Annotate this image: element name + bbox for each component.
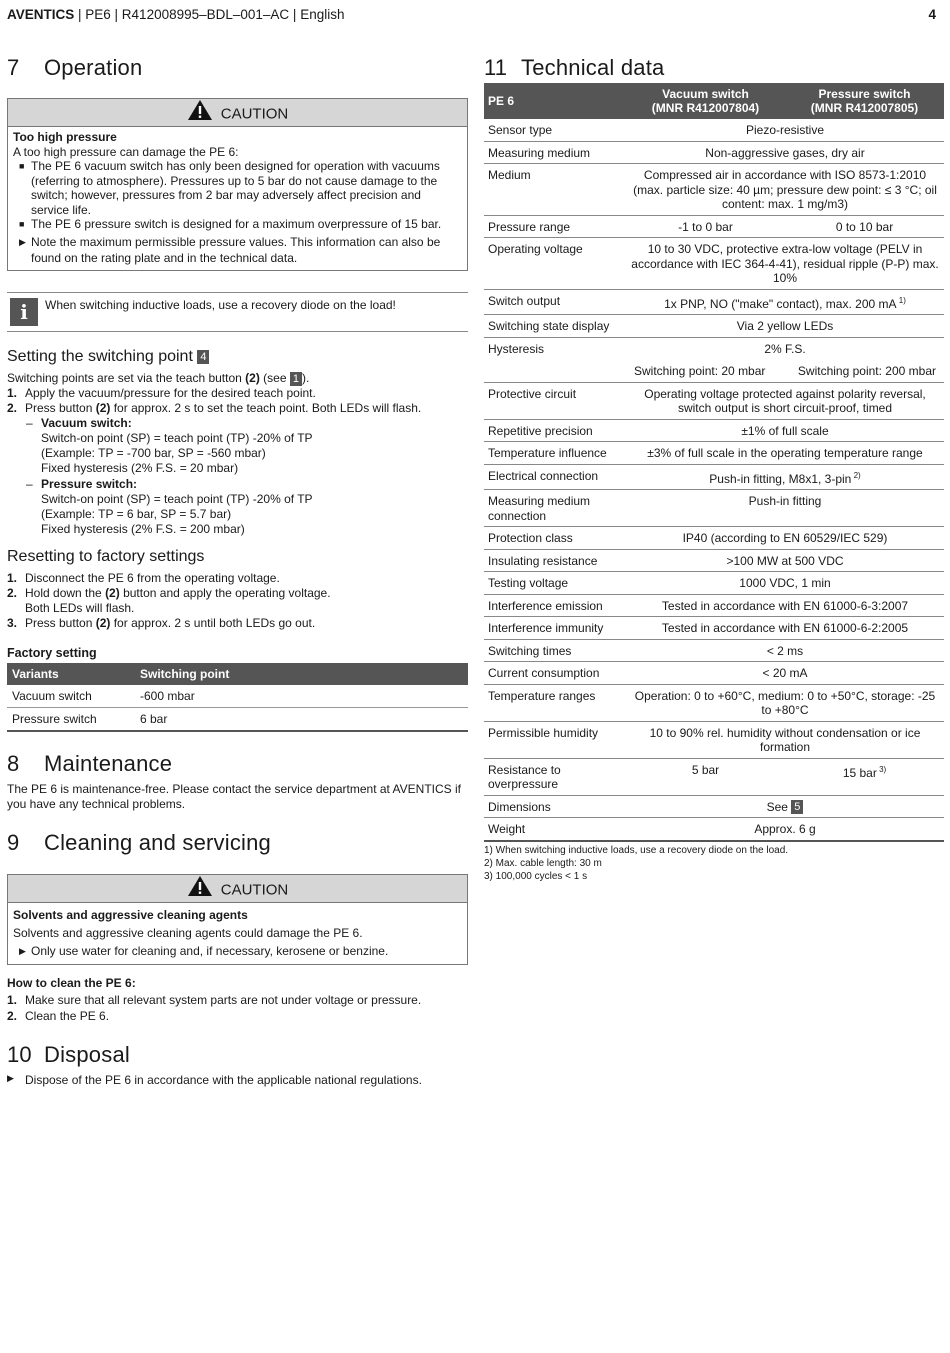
row-label: Repetitive precision	[484, 419, 626, 442]
table-row	[484, 795, 944, 818]
row-label: Protective circuit	[484, 382, 626, 419]
list-item: ■ The PE 6 vacuum switch has only been designed for operation with vacuums (referring to atmosphere). Pressures up to 5 bar do not cause damage to the switch; however, pressures from 2 bar may adversely affect precision and service life.	[19, 159, 440, 217]
row-label: Interference emission	[484, 594, 626, 617]
row-value: Compressed air in accordance with ISO 8573-1:2010 (max. particle size: 40 µm; pressure dew point: ≤ 3 °C; oil content: max. 1 mg/m3)	[626, 164, 944, 216]
pressure-line: (Example: TP = 6 bar, SP = 5.7 bar)	[41, 507, 232, 521]
table-row	[484, 464, 944, 490]
step-2: 2. Clean the PE 6.	[7, 1009, 110, 1023]
footnote: 2) Max. cable length: 30 m	[484, 858, 602, 869]
doc-id: | PE6 | R412008995–BDL–001–AC | English	[74, 7, 345, 22]
warning-icon	[187, 99, 213, 130]
table-row	[484, 572, 944, 595]
row-value: ±3% of full scale in the operating temperature range	[626, 442, 944, 465]
row-value: Push-in fitting, M8x1, 3-pin $^{2)}$	[626, 464, 944, 490]
brand: AVENTICS	[7, 7, 75, 22]
step-1: 1. Make sure that all relevant system parts are not under voltage or pressure.	[7, 993, 422, 1007]
row-value: Via 2 yellow LEDs	[626, 315, 944, 338]
column-header: Variants	[7, 663, 135, 685]
table-row	[484, 419, 944, 442]
row-value: 10 to 90% rel. humidity without condensation or ice formation	[626, 721, 944, 758]
row-value: Push-in fitting	[626, 490, 944, 527]
row-value: < 2 ms	[626, 639, 944, 662]
row-label: Protection class	[484, 527, 626, 550]
row-value: ±1% of full scale	[626, 419, 944, 442]
row-value: 5 bar	[626, 758, 785, 795]
vacuum-line: Fixed hysteresis (2% F.S. = 20 mbar)	[41, 461, 239, 475]
section-8-heading: 8 Maintenance	[7, 751, 173, 776]
caution-bar: CAUTION	[8, 99, 467, 127]
figure-ref-badge: 1	[290, 372, 302, 386]
table-row	[484, 164, 944, 216]
row-label: Switch output	[484, 289, 626, 315]
row-label: Switching state display	[484, 315, 626, 338]
row-label: Pressure range	[484, 215, 626, 238]
pressure-line: Fixed hysteresis (2% F.S. = 200 mbar)	[41, 522, 245, 536]
table-row	[484, 549, 944, 572]
vacuum-line: (Example: TP = -700 bar, SP = -560 mbar)	[41, 446, 266, 460]
row-label: Weight	[484, 818, 626, 841]
row-label: Insulating resistance	[484, 549, 626, 572]
technical-data-table	[484, 83, 944, 842]
vacuum-line: Switch-on point (SP) = teach point (TP) -20% of TP	[41, 431, 313, 445]
table-row	[484, 758, 944, 795]
row-value: 1x PNP, NO ("make" contact), max. 200 mA $^{1)}$	[626, 289, 944, 315]
row-value: Piezo-resistive	[626, 119, 944, 141]
step-2: 2. Press button (2) for approx. 2 s to set the teach point. Both LEDs will flash.	[7, 401, 422, 415]
row-label: Switching times	[484, 639, 626, 662]
row-label: Dimensions	[484, 795, 626, 818]
section-11-heading: 11 Technical data	[484, 55, 665, 80]
table-row	[484, 315, 944, 338]
figure-ref-badge: 4	[197, 350, 209, 364]
row-label: Measuring medium connection	[484, 490, 626, 527]
row-value: Tested in accordance with EN 61000-6-2:2005	[626, 617, 944, 640]
info-text: When switching inductive loads, use a recovery diode on the load!	[45, 298, 396, 312]
row-label: Operating voltage	[484, 238, 626, 290]
action-item: ▶ Only use water for cleaning and, if necessary, kerosene or benzine.	[19, 944, 389, 958]
info-note	[7, 292, 468, 332]
row-label: Temperature ranges	[484, 684, 626, 721]
row-value: 15 bar $^{3)}$	[785, 758, 944, 795]
row-label: Temperature influence	[484, 442, 626, 465]
caution-box-solvents	[7, 874, 468, 965]
row-value: IP40 (according to EN 60529/IEC 529)	[626, 527, 944, 550]
page-number: 4	[928, 7, 936, 22]
column-header: Pressure switch (MNR R412007805)	[785, 83, 944, 119]
caution-intro: Solvents and aggressive cleaning agents could damage the PE 6.	[13, 926, 363, 940]
table-row	[484, 289, 944, 315]
row-value: 2% F.S. Switching point: 20 mbar Switching point: 200 mbar	[626, 337, 944, 382]
table-row	[484, 215, 944, 238]
column-header: PE 6	[484, 83, 626, 119]
table-row	[484, 818, 944, 841]
step-1: 1. Apply the vacuum/pressure for the desired teach point.	[7, 386, 316, 400]
factory-setting-table	[7, 663, 468, 732]
vacuum-switch-item: – Vacuum switch:	[26, 416, 132, 430]
section-9-heading: 9 Cleaning and servicing	[7, 830, 271, 855]
step-2: 2. Hold down the (2) button and apply the operating voltage.	[7, 586, 331, 600]
table-row	[484, 238, 944, 290]
pressure-switch-item: – Pressure switch:	[26, 477, 138, 491]
step-2-continued: Both LEDs will flash.	[25, 601, 135, 615]
clean-heading: How to clean the PE 6:	[7, 976, 136, 990]
column-header: Switching point	[135, 663, 468, 685]
row-value: 10 to 30 VDC, protective extra-low voltage (PELV in accordance with IEC 364-4-41), residual ripple (P-P) max. 10%	[626, 238, 944, 290]
footnotes	[484, 844, 788, 883]
table-row: Pressure switch 6 bar	[7, 708, 468, 732]
caution-heading: Too high pressure	[13, 130, 117, 144]
row-label: Permissible humidity	[484, 721, 626, 758]
table-row	[484, 527, 944, 550]
table-row	[484, 721, 944, 758]
row-label: Electrical connection	[484, 464, 626, 490]
caution-bar: CAUTION	[8, 875, 467, 903]
switching-instructions: Switching points are set via the teach button (2) (see 1 ). 1. Apply the vacuum/pressure for the desired teach point. 2. Press button (2) for approx. 2 s to set the teach point. Both LEDs will flash. – Vacuum switch: Switch-on point (SP) = teach point (TP) -20% of TP (Example: TP = -700 bar, SP = -560 mbar) Fixed hysteresis (2% F.S. = 20 mbar) – Pressure switch: Switch-on point (SP) = teach point (TP) -20% of TP (Example: TP = 6 bar, SP = 5.7 bar) Fixed hysteresis (2% F.S. = 200 mbar)	[7, 371, 468, 537]
caution-intro: A too high pressure can damage the PE 6:	[13, 144, 239, 159]
caution-box-pressure	[7, 98, 468, 271]
row-label: Interference immunity	[484, 617, 626, 640]
row-label: Medium	[484, 164, 626, 216]
row-value: Non-aggressive gases, dry air	[626, 141, 944, 164]
table-row	[484, 490, 944, 527]
table-row	[484, 382, 944, 419]
caution-heading: Solvents and aggressive cleaning agents	[13, 908, 248, 922]
clean-steps	[7, 992, 468, 1024]
row-label: Current consumption	[484, 662, 626, 685]
step-1: 1. Disconnect the PE 6 from the operating voltage.	[7, 571, 280, 585]
row-value: 0 to 10 bar	[785, 215, 944, 238]
table-row	[484, 141, 944, 164]
table-row	[484, 442, 944, 465]
row-value: Approx. 6 g	[626, 818, 944, 841]
row-value: -1 to 0 bar	[626, 215, 785, 238]
footnote: 3) 100,000 cycles < 1 s	[484, 871, 588, 882]
column-header: Vacuum switch (MNR R412007804)	[626, 83, 785, 119]
row-label: Measuring medium	[484, 141, 626, 164]
table-row	[484, 337, 944, 382]
row-label: Testing voltage	[484, 572, 626, 595]
reset-steps	[7, 571, 468, 631]
row-value: >100 MW at 500 VDC	[626, 549, 944, 572]
table-row	[484, 617, 944, 640]
table-row	[484, 684, 944, 721]
info-icon: i	[10, 298, 38, 326]
table-row	[484, 639, 944, 662]
row-label: Sensor type	[484, 119, 626, 141]
row-value: See 5	[626, 795, 944, 818]
row-label: Resistance to overpressure	[484, 758, 626, 795]
switching-point-heading: Setting the switching point 4	[7, 348, 209, 366]
step-3: 3. Press button (2) for approx. 2 s until both LEDs go out.	[7, 616, 316, 630]
factory-setting-heading: Factory setting	[7, 646, 97, 660]
section-7-heading: 7 Operation	[7, 55, 143, 80]
reset-heading: Resetting to factory settings	[7, 548, 205, 565]
pressure-line: Switch-on point (SP) = teach point (TP) -20% of TP	[41, 492, 313, 506]
action-item: ▶ Dispose of the PE 6 in accordance with the applicable national regulations.	[7, 1073, 422, 1087]
row-value: Operation: 0 to +60°C, medium: 0 to +50°C, storage: -25 to +80°C	[626, 684, 944, 721]
figure-ref-badge: 5	[791, 800, 803, 814]
table-row: Vacuum switch -600 mbar	[7, 685, 468, 708]
list-item: ■ The PE 6 pressure switch is designed for a maximum overpressure of 15 bar.	[19, 217, 442, 231]
action-item: ▶ Note the maximum permissible pressure values. This information can also be found on the rating plate and in the technical data.	[19, 234, 441, 265]
table-row	[484, 662, 944, 685]
table-row	[484, 119, 944, 141]
row-value: Tested in accordance with EN 61000-6-3:2007	[626, 594, 944, 617]
warning-icon	[187, 875, 213, 906]
row-value: < 20 mA	[626, 662, 944, 685]
table-row	[484, 594, 944, 617]
row-value: 1000 VDC, 1 min	[626, 572, 944, 595]
maintenance-text: The PE 6 is maintenance-free. Please contact the service department at AVENTICS if you have any technical problems.	[7, 782, 461, 811]
section-10-heading: 10 Disposal	[7, 1042, 130, 1067]
row-label: Hysteresis	[484, 337, 626, 382]
row-value: Operating voltage protected against polarity reversal, switch output is short circuit-proof, timed	[626, 382, 944, 419]
footnote: 1) When switching inductive loads, use a recovery diode on the load.	[484, 845, 789, 856]
